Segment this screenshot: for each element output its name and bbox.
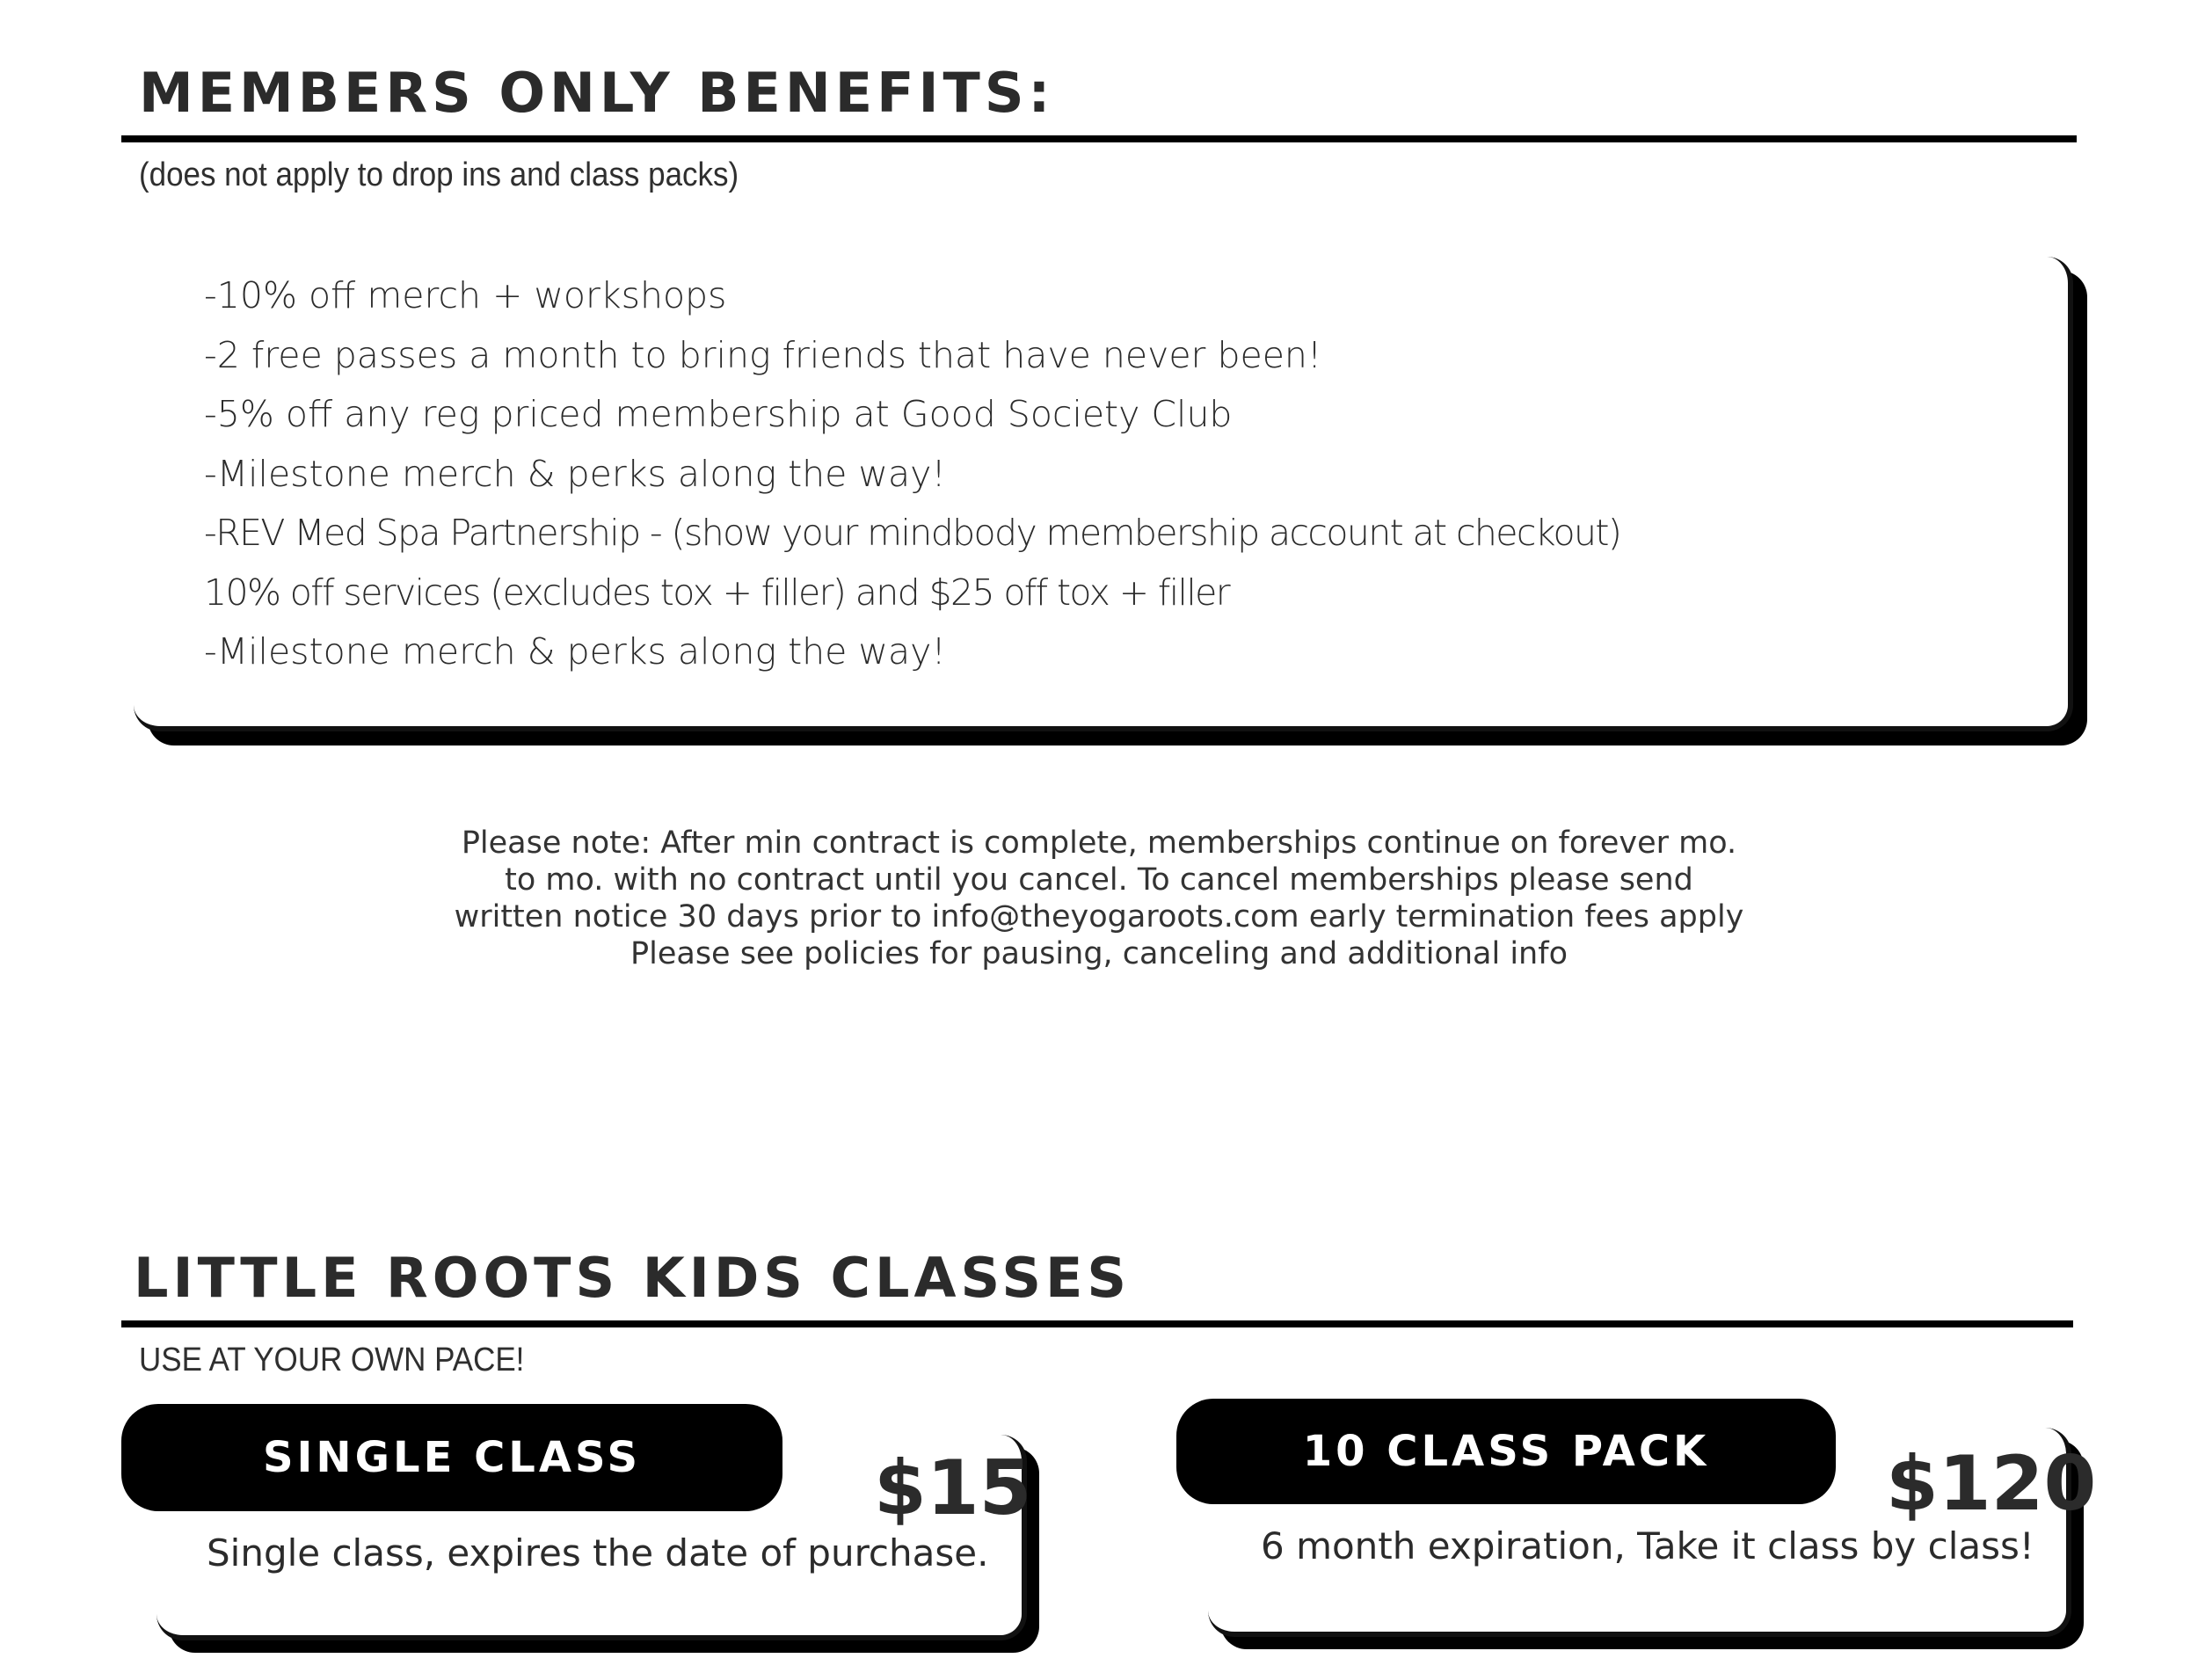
benefit-item: -REV Med Spa Partnership - (show your mindbody membership account at checkout) — [204, 512, 1621, 554]
benefit-item: 10% off services (excludes tox + filler) and $25 off tox + filler — [204, 571, 1230, 614]
benefit-item: -Milestone merch & perks along the way! — [204, 630, 946, 673]
kids-subtitle: USE AT YOUR OWN PACE! — [139, 1342, 525, 1378]
benefit-item: -Milestone merch & perks along the way! — [204, 452, 946, 495]
benefit-item: -5% off any reg priced membership at Good Society Club — [204, 393, 1233, 435]
benefits-list — [204, 266, 1620, 682]
membership-note — [352, 825, 1846, 972]
class-pack-label: 10 CLASS PACK — [1176, 1399, 1836, 1504]
single-class-label: SINGLE CLASS — [121, 1404, 782, 1511]
members-title: MEMBERS ONLY BENEFITS: — [139, 61, 1055, 125]
single-class-price: $15 — [874, 1444, 1032, 1532]
kids-title: LITTLE ROOTS KIDS CLASSES — [134, 1246, 1132, 1310]
benefit-item: -2 free passes a month to bring friends that have never been! — [204, 333, 1322, 376]
kids-divider — [121, 1320, 2073, 1327]
members-divider — [121, 135, 2077, 142]
note-line: to mo. with no contract until you cancel. To cancel memberships please send — [505, 862, 1693, 898]
note-line: Please note: After min contract is complete, memberships continue on forever mo. — [461, 825, 1737, 861]
note-line: Please see policies for pausing, canceling and additional info — [630, 936, 1568, 971]
class-pack-price: $120 — [1886, 1440, 2097, 1528]
single-class-description: Single class, expires the date of purchase. — [207, 1531, 989, 1575]
benefit-item: -10% off merch + workshops — [204, 274, 727, 316]
members-subtitle: (does not apply to drop ins and class packs) — [139, 156, 739, 193]
class-pack-description: 6 month expiration, Take it class by class! — [1261, 1524, 2034, 1567]
note-line: written notice 30 days prior to info@theyogaroots.com early termination fees apply — [454, 899, 1744, 935]
